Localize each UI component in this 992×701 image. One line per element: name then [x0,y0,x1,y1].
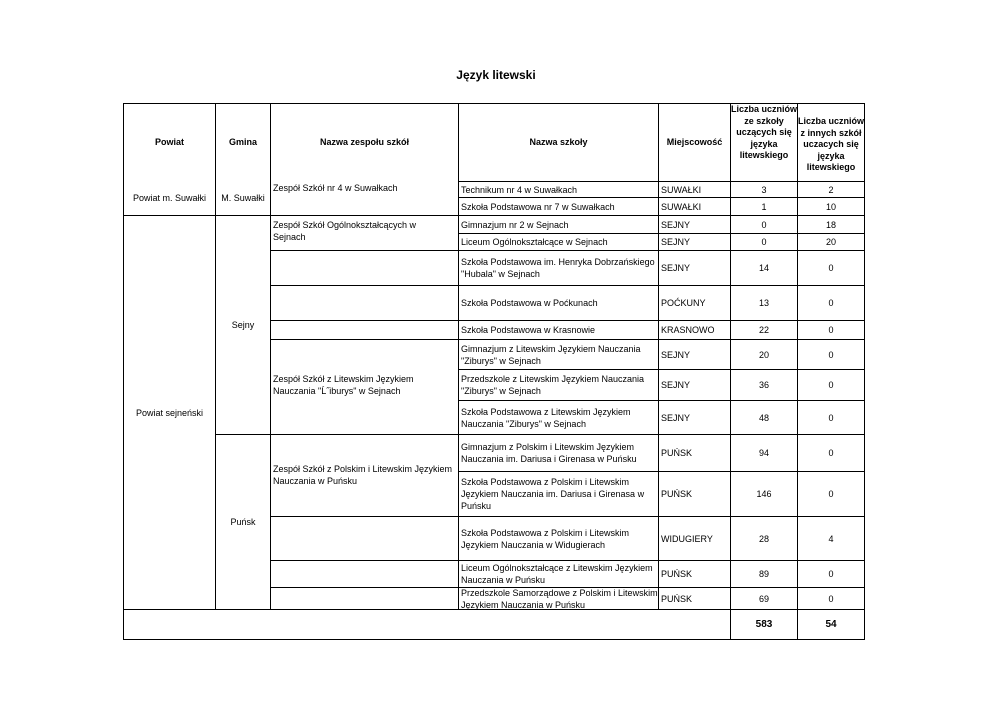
gmina-sejny: Sejny [231,320,255,330]
cell-liczba-ze-szkoly: 14 [758,263,769,273]
page-title: Język litewski [456,68,536,82]
cell-szkola: Przedszkole Samorządowe z Polskim i Litewskim Językiem Nauczania w Puńsku [461,588,658,609]
cell-liczba-ze-szkoly: 22 [758,325,769,335]
cell-liczba-z-innych: 0 [828,298,834,308]
powiat-suwalki: Powiat m. Suwałki [132,193,207,203]
cell-szkola: Technikum nr 4 w Suwałkach [461,185,578,195]
cell-liczba-z-innych: 0 [828,448,834,458]
cell-szkola: Gimnazjum z Polskim i Litewskim Językiem Nauczania im. Dariusa i Girenasa w Puńsku [461,442,637,464]
cell-liczba-z-innych: 10 [825,201,836,212]
header-liczba-ze-szkoly: Liczba uczniów ze szkoły uczących się języka litewskiego [731,104,797,160]
cell-liczba-z-innych: 0 [828,263,834,273]
cell-szkola: Szkoła Podstawowa im. Henryka Dobrzańskiego "Hubala" w Sejnach [461,257,655,279]
cell-szkola: Przedszkole z Litewskim Językiem Nauczania "Ziburys" w Sejnach [461,374,645,396]
cell-miejscowosc: SEJNY [661,412,691,423]
cell-liczba-ze-szkoly: 36 [758,380,769,390]
cell-liczba-z-innych: 20 [825,237,836,247]
cell-liczba-z-innych: 0 [828,593,834,604]
cell-szkola: Szkoła Podstawowa z Litewskim Językiem Nauczania "Ziburys" w Sejnach [461,406,631,429]
cell-miejscowosc: KRASNOWO [661,325,715,335]
cell-szkola: Gimnazjum nr 2 w Sejnach [461,219,569,230]
cell-szkola: Szkoła Podstawowa w Poćkunach [461,298,598,308]
cell-miejscowosc: SEJNY [661,263,691,273]
cell-szkola: Szkoła Podstawowa z Polskim i Litewskim Językiem Nauczania im. Dariusa i Girenasa w Puńsku [461,477,645,511]
cell-liczba-z-innych: 0 [828,489,834,499]
cell-szkola: Szkoła Podstawowa z Polskim i Litewskim Językiem Nauczania w Widugierach [461,527,630,550]
cell-liczba-z-innych: 0 [828,412,834,423]
cell-miejscowosc: SUWAŁKI [661,201,702,212]
cell-liczba-z-innych: 4 [828,533,834,544]
zespol-ogolno: Zespół Szkół Ogólnokształcących w Sejnach [273,220,417,242]
cell-liczba-ze-szkoly: 48 [758,412,769,423]
cell-miejscowosc: PUŃSK [661,569,693,579]
cell-szkola: Szkoła Podstawowa w Krasnowie [461,325,596,335]
powiat-sejnenski: Powiat sejneński [135,407,204,418]
cell-liczba-ze-szkoly: 0 [761,237,767,247]
cell-liczba-z-innych: 0 [828,569,834,579]
cell-szkola: Liceum Ogólnokształcące z Litewskim Językiem Nauczania w Puńsku [461,563,653,585]
cell-liczba-ze-szkoly: 146 [756,489,772,499]
cell-liczba-z-innych: 0 [828,380,834,390]
cell-liczba-z-innych: 0 [828,325,834,335]
cell-miejscowosc: PUŃSK [661,448,693,458]
header-zespol: Nazwa zespołu szkół [319,137,410,147]
cell-liczba-ze-szkoly: 28 [758,533,769,544]
zespol-litewski: Zespół Szkół z Litewskim Językiem Nauczania "Ĺ˝iburys" w Sejnach [273,374,414,396]
header-szkola: Nazwa szkoły [529,137,588,147]
zespol-polski-litewski: Zespół Szkół z Polskim i Litewskim Językiem Nauczania w Puńsku [273,464,453,486]
cell-miejscowosc: SEJNY [661,237,691,247]
cell-miejscowosc: POĆKUNY [661,298,706,308]
cell-miejscowosc: WIDUGIERY [661,533,713,544]
cell-szkola: Liceum Ogólnokształcące w Sejnach [461,237,608,247]
header-miejscowosc: Miejscowość [666,137,723,147]
cell-liczba-z-innych: 0 [828,349,834,360]
cell-liczba-ze-szkoly: 0 [761,219,767,230]
cell-miejscowosc: SEJNY [661,219,691,230]
gmina-suwalki: M. Suwałki [221,193,265,203]
total-liczba-z-innych: 54 [825,618,837,630]
cell-liczba-ze-szkoly: 94 [758,448,769,458]
cell-liczba-z-innych: 18 [825,219,836,230]
cell-miejscowosc: PUŃSK [661,489,693,499]
cell-liczba-ze-szkoly: 3 [761,185,767,195]
cell-miejscowosc: SEJNY [661,349,691,360]
gmina-punsk: Puńsk [230,517,256,527]
cell-liczba-ze-szkoly: 1 [761,201,767,212]
cell-miejscowosc: SUWAŁKI [661,185,702,195]
cell-liczba-ze-szkoly: 89 [758,569,769,579]
cell-liczba-ze-szkoly: 20 [758,349,769,360]
total-liczba-ze-szkoly: 583 [755,618,773,630]
cell-szkola: Gimnazjum z Litewskim Językiem Nauczania "Ziburys" w Sejnach [461,343,641,366]
cell-miejscowosc: PUŃSK [661,593,693,604]
cell-szkola: Szkoła Podstawowa nr 7 w Suwałkach [461,201,615,212]
cell-liczba-ze-szkoly: 13 [758,298,769,308]
cell-liczba-z-innych: 2 [828,185,834,195]
cell-miejscowosc: SEJNY [661,380,691,390]
zespol-z4: Zespół Szkół nr 4 w Suwałkach [273,183,398,193]
header-gmina: Gmina [228,137,257,147]
header-liczba-z-innych: Liczba uczniów z innych szkół uczacych się języka litewskiego [798,116,864,172]
header-powiat: Powiat [154,137,184,147]
cell-liczba-ze-szkoly: 69 [758,593,769,604]
